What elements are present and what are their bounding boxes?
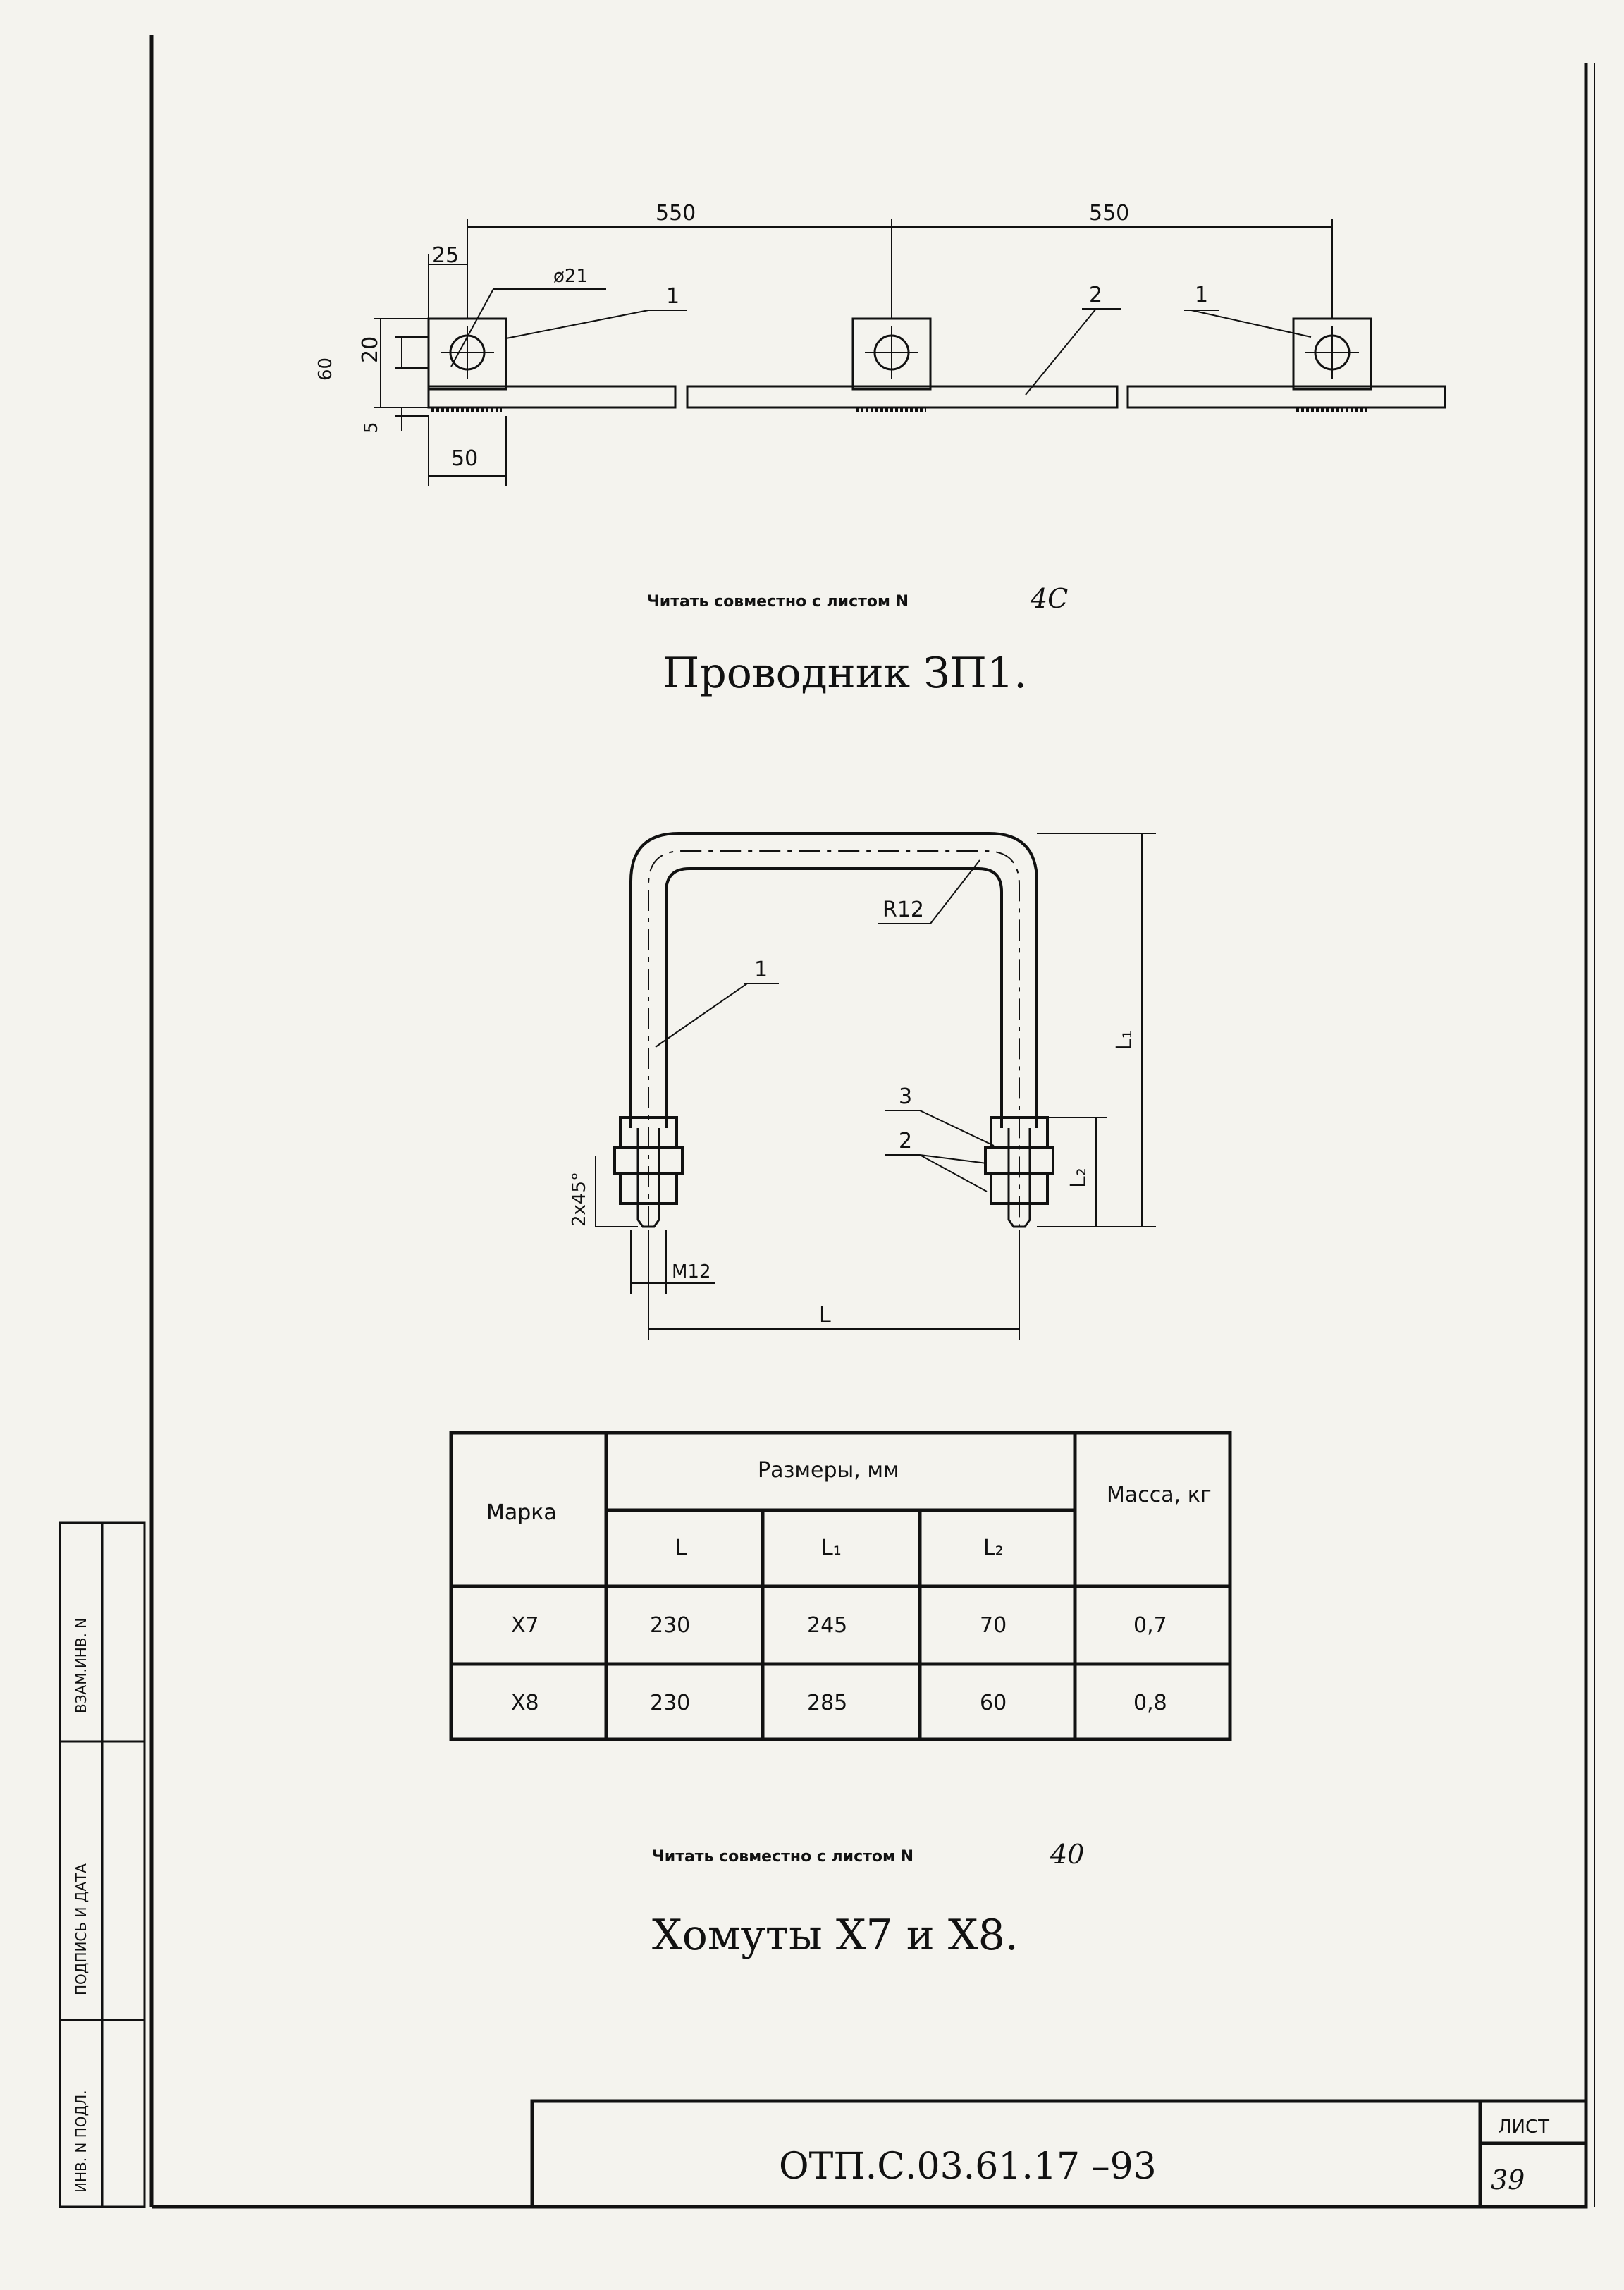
cell-mass: 0,7 <box>1133 1613 1167 1638</box>
cell-l1: 245 <box>807 1613 848 1638</box>
th-mass: Масса, кг <box>1107 1483 1212 1507</box>
dim-span-right: 550 <box>1089 201 1130 226</box>
label-l1: L₁ <box>1112 1030 1137 1051</box>
label-length: L <box>819 1303 831 1328</box>
note-conductor <box>647 583 1068 614</box>
conductor-drawing <box>374 219 1445 486</box>
label-chamfer: 2х45° <box>569 1171 590 1227</box>
th-mark: Марка <box>486 1500 557 1525</box>
table-row <box>511 1691 1167 1715</box>
cell-l: 230 <box>650 1691 691 1715</box>
table-row <box>511 1613 1167 1638</box>
sheet-label: ЛИСТ <box>1498 2117 1550 2138</box>
cell-l2: 70 <box>980 1613 1007 1638</box>
dim-hole: ø21 <box>553 266 588 287</box>
dim-height: 60 <box>315 357 336 381</box>
cell-l1: 285 <box>807 1691 848 1715</box>
label-radius: R12 <box>882 898 925 922</box>
title-clamps: Хомуты Х7 и Х8. <box>652 1911 1019 1960</box>
note-clamps-sheet: 40 <box>1050 1839 1085 1870</box>
callout-strip: 2 <box>1089 283 1103 307</box>
th-sizes: Размеры, мм <box>758 1458 899 1483</box>
label-l2: L₂ <box>1066 1168 1091 1188</box>
callout-rod: 1 <box>754 957 768 982</box>
dim-span-left: 550 <box>656 201 696 226</box>
th-l1: L₁ <box>821 1536 842 1560</box>
label-thread: M12 <box>672 1261 711 1282</box>
title-conductor: Проводник ЗП1. <box>663 649 1028 698</box>
th-l: L <box>675 1536 687 1560</box>
callout-plate-left: 1 <box>666 284 680 309</box>
dim-offset: 25 <box>432 243 460 268</box>
note-conductor-sheet: 4С <box>1031 583 1069 614</box>
document-code: ОТП.С.03.61.17 –93 <box>779 2145 1157 2188</box>
side-sign-date: ПОДПИСЬ И ДАТА <box>73 1863 90 1995</box>
note-clamps-text: Читать совместно с листом N <box>652 1848 914 1866</box>
cell-mark: Х8 <box>511 1691 539 1715</box>
cell-mark: Х7 <box>511 1613 539 1638</box>
cell-mass: 0,8 <box>1133 1691 1167 1715</box>
side-inv-orig: ИНВ. N ПОДЛ. <box>73 2090 90 2193</box>
callout-plate-right: 1 <box>1195 283 1209 307</box>
callout-nut-mid: 2 <box>899 1129 913 1153</box>
cell-l: 230 <box>650 1613 691 1638</box>
dim-hole-height: 20 <box>358 336 383 363</box>
dim-thickness: 5 <box>361 422 382 434</box>
note-conductor-text: Читать совместно с листом N <box>647 593 909 611</box>
note-clamps <box>652 1839 1084 1870</box>
sheet-number: 39 <box>1491 2165 1525 2196</box>
side-inv-replace: ВЗАМ.ИНВ. N <box>73 1617 90 1713</box>
dim-width: 50 <box>451 446 479 471</box>
cell-l2: 60 <box>980 1691 1007 1715</box>
th-l2: L₂ <box>983 1536 1004 1560</box>
callout-nut-top: 3 <box>899 1084 913 1109</box>
